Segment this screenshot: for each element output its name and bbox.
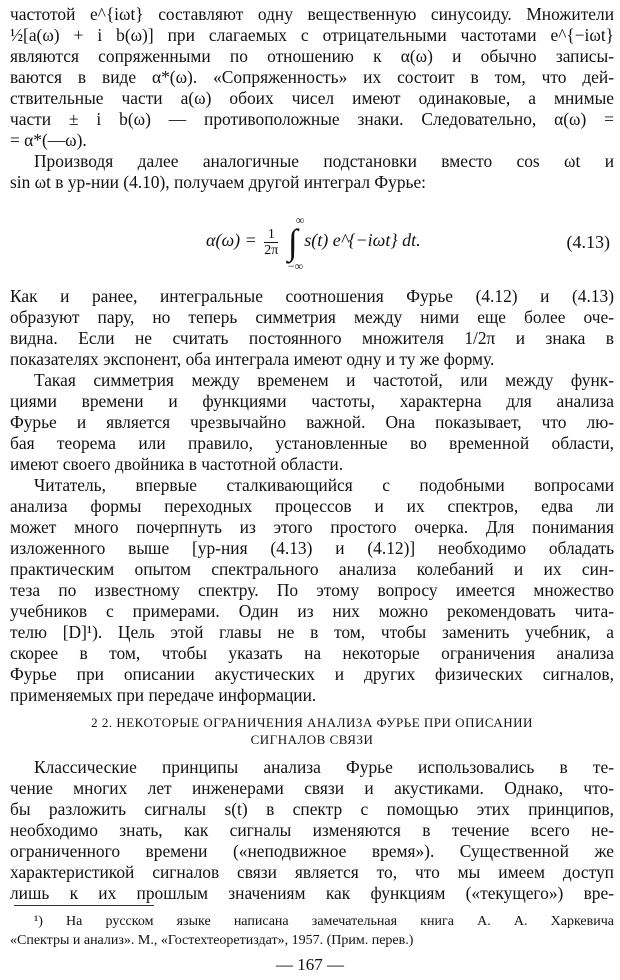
block2-line: практическим опытом спектрального анализа колебаний и их син- — [10, 559, 614, 579]
block2-line: бая теорема или правило, установленные во временной области, — [10, 433, 614, 453]
integral-lower-limit: −∞ — [287, 259, 304, 273]
block2-line: скорее в том, чтобы указать на некоторые ограничения анализа — [10, 643, 614, 663]
block2-line: показателях экспонент, оба интеграла имеют одну и ту же форму. — [10, 349, 495, 369]
formula-integrand: s(t) e^{−iωt} dt. — [304, 230, 421, 251]
block2-line: Фурье и является чрезвычайно важной. Она показывает, что лю- — [10, 412, 614, 432]
page-number: — 167 — — [276, 955, 344, 974]
paragraph-block-3 — [10, 757, 614, 904]
fraction-denominator: 2π — [264, 242, 279, 258]
formula-expression — [206, 213, 421, 273]
equation-number: (4.13) — [566, 232, 610, 252]
block1-line: являются сопряженными по отношению к α(ω) и обычно записы- — [10, 46, 614, 66]
block2-line: Как и ранее, интегральные соотношения Фурье (4.12) и (4.13) — [10, 286, 614, 306]
formula-lhs: α(ω) = — [206, 230, 257, 251]
section-heading-line: 2 2. НЕКОТОРЫЕ ОГРАНИЧЕНИЯ АНАЛИЗА ФУРЬЕ ПРИ ОПИСАНИИ — [91, 715, 533, 730]
fourier-integral-formula — [10, 213, 614, 278]
block1-line: sin ωt в ур-нии (4.10), получаем другой интеграл Фурье: — [10, 172, 426, 192]
footnote-rule — [14, 905, 154, 906]
block3-line: бы разложить сигналы s(t) в спектр с помощью этих принципов, — [10, 799, 614, 819]
block2-line: имеют своего двойника в частотной области. — [10, 454, 344, 474]
paragraph-block-2 — [10, 286, 614, 706]
block3-line: лишь к их прошлым значениям как функциям («текущего») вре- — [10, 883, 614, 903]
block2-line: применяемых при передаче информации. — [10, 685, 317, 705]
block1-line: частотой e^{iωt} составляют одну вещественную синусоиду. Множители — [10, 4, 614, 24]
block3-line: характеристикой сигналов связи является то, что мы имеем доступ — [10, 862, 614, 882]
block2-line: Читатель, впервые сталкивающийся с подобными вопросами — [34, 475, 614, 495]
block2-line: учебников с примерами. Один из них можно рекомендовать чита- — [10, 601, 614, 621]
fraction-numerator: 1 — [264, 227, 278, 243]
block2-line: может много почерпнуть из этого простого очерка. Для понимания — [10, 517, 614, 537]
block1-line: ваются в виде α*(ω). «Сопряженность» их состоит в том, что дей- — [10, 67, 614, 87]
section-heading-line: СИГНАЛОВ СВЯЗИ — [250, 732, 374, 747]
block1-line: части ± i b(ω) — противоположные знаки. Следовательно, α(ω) = — [10, 109, 614, 129]
footnote-line: «Спектры и анализ». М., «Гостехтеоретиздат», 1957. (Прим. перев.) — [10, 933, 414, 948]
footnote — [10, 912, 614, 950]
block3-line: ограниченного времени («неподвижное время»). Существенной же — [10, 841, 614, 861]
paragraph-block-1 — [10, 4, 614, 193]
block1-line: Производя далее аналогичные подстановки вместо cos ωt и — [34, 151, 614, 171]
block2-line: анализа формы переходных процессов и их спектров, едва ли — [10, 496, 614, 516]
block3-line: необходимо знать, как сигналы изменяются в течение всего не- — [10, 820, 614, 840]
block3-line: Классические принципы анализа Фурье использовались в те- — [34, 757, 614, 777]
formula-fraction — [264, 227, 278, 258]
block1-line: = α*(—ω). — [10, 130, 87, 150]
footnote-line: ¹) На русском языке написана замечательная книга А. А. Харкевича — [34, 914, 614, 929]
block3-line: чение многих лет инженерами связи и акустиками. Однако, что- — [10, 778, 614, 798]
block2-line: изложенного выше [ур-ния (4.13) и (4.12)] необходимо обладать — [10, 538, 614, 558]
block1-line: ствительные части a(ω) обоих чисел имеют одинаковые, а мнимые — [10, 88, 614, 108]
block2-line: телю [D]¹). Цель этой главы не в том, чтобы заменить учебник, а — [10, 622, 614, 642]
block2-line: образуют пару, но теперь симметрия между ними еще более оче- — [10, 307, 614, 327]
section-heading — [10, 714, 614, 748]
integral-upper-limit: ∞ — [295, 213, 305, 227]
integral-sign: ∫ ∞ −∞ — [287, 213, 305, 273]
block2-line: Такая симметрия между временем и частотой, или между функ- — [34, 370, 614, 390]
block1-line: ½[a(ω) + i b(ω)] при слагаемых с отрицательными частотами e^{−iωt} — [10, 25, 614, 45]
block2-line: циями времени и функциями частоты, характерна для анализа — [10, 391, 614, 411]
block2-line: Фурье при описании акустических и других физических сигналов, — [10, 664, 614, 684]
block2-line: теза по известному спектру. По этому вопросу имеется множество — [10, 580, 614, 600]
block2-line: видна. Если не считать постоянного множителя 1/2π и знака в — [10, 328, 614, 348]
